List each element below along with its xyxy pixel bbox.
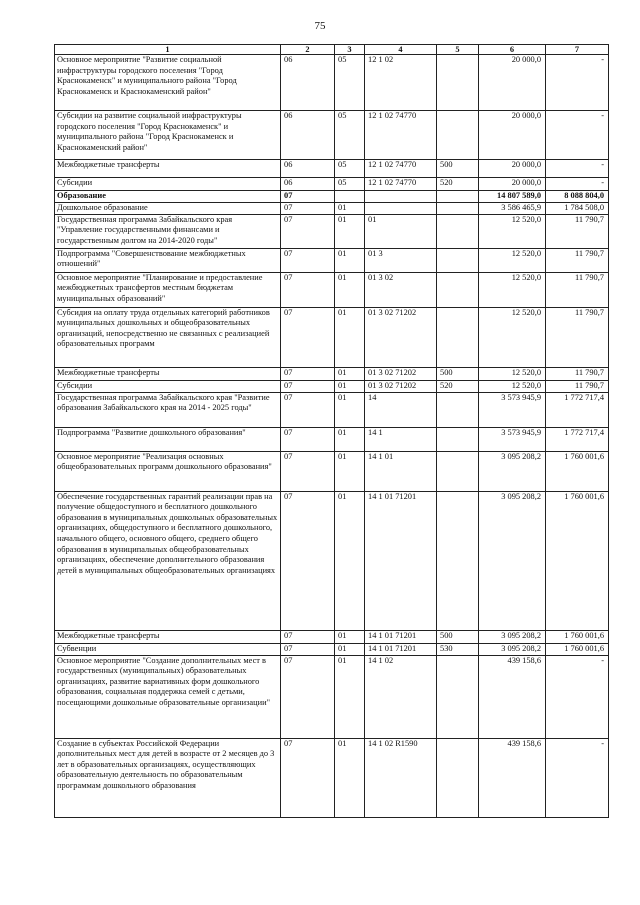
row-amount: 3 095 208,2 [479,630,546,643]
row-subsection: 05 [335,160,365,178]
row-amount-2: 11 790,7 [546,214,609,248]
row-expense-type [437,738,479,817]
row-amount-2: 11 790,7 [546,272,609,307]
row-expense-type [437,655,479,738]
row-target-code: 01 3 02 71202 [365,380,437,392]
row-target-code: 01 3 02 71202 [365,307,437,367]
row-target-code: 01 3 02 71202 [365,367,437,380]
row-amount: 3 095 208,2 [479,643,546,655]
row-name: Субсидия на оплату труда отдельных категорий работников муниципальных дошкольных и общеобразовательных организаций, непосредственно не связанных с реализацией образовательных программ [55,307,281,367]
row-amount: 3 586 465,9 [479,203,546,215]
table-row [55,643,609,655]
row-amount-2: - [546,111,609,160]
row-amount: 12 520,0 [479,214,546,248]
table-row [55,491,609,630]
row-amount: 20 000,0 [479,178,546,191]
row-expense-type [437,111,479,160]
row-target-code: 14 1 02 R1590 [365,738,437,817]
row-subsection: 05 [335,111,365,160]
row-expense-type: 500 [437,630,479,643]
table-row [55,203,609,215]
row-subsection: 01 [335,451,365,491]
table-row [55,655,609,738]
row-name: Государственная программа Забайкальского края "Управление государственными финансами и государственным долгом на 2014-2020 годы" [55,214,281,248]
row-section: 06 [281,111,335,160]
row-target-code: 01 3 02 [365,272,437,307]
row-target-code [365,203,437,215]
row-section: 07 [281,630,335,643]
header-cell: 3 [335,45,365,55]
table-row [55,160,609,178]
row-amount-2: - [546,655,609,738]
row-amount: 12 520,0 [479,307,546,367]
header-cell: 4 [365,45,437,55]
row-section: 07 [281,214,335,248]
row-subsection: 01 [335,643,365,655]
header-cell: 7 [546,45,609,55]
row-target-code: 01 [365,214,437,248]
row-target-code: 01 3 [365,248,437,272]
table-row [55,451,609,491]
row-subsection: 01 [335,214,365,248]
row-name: Подпрограмма "Развитие дошкольного образования" [55,427,281,451]
row-expense-type [437,272,479,307]
row-subsection: 01 [335,203,365,215]
row-amount-2: 1 760 001,6 [546,630,609,643]
row-expense-type [437,392,479,427]
row-amount-2: 1 784 508,0 [546,203,609,215]
row-name: Обеспечение государственных гарантий реализации прав на получение общедоступного и бесплатного дошкольного образования в муниципальных дошкольных образовательных организациях, общедоступного и бесплатного дошкольного, начального общего, основного общего, среднего общего образования в муниципальных общеобразовательных организациях, обеспечение дополнительного образования детей в муниципальных общеобразовательных организациях [55,491,281,630]
row-name: Дошкольное образование [55,203,281,215]
row-amount-2: - [546,160,609,178]
row-expense-type: 520 [437,178,479,191]
row-target-code: 14 1 01 [365,451,437,491]
row-amount: 12 520,0 [479,380,546,392]
header-cell: 5 [437,45,479,55]
table-row [55,178,609,191]
row-target-code [365,191,437,203]
row-section: 07 [281,643,335,655]
budget-table [54,44,609,818]
row-amount: 20 000,0 [479,55,546,111]
row-name: Основное мероприятие "Планирование и предоставление межбюджетных трансфертов местным бюджетам муниципальных образований" [55,272,281,307]
row-amount-2: 1 760 001,6 [546,491,609,630]
row-target-code: 14 1 01 71201 [365,643,437,655]
row-name: Субсидии на развитие социальной инфраструктуры городского поселения "Город Краснокаменск" и муниципального района "Город Краснокаменск и Краснокаменский район" [55,111,281,160]
row-section: 06 [281,160,335,178]
row-name: Межбюджетные трансферты [55,367,281,380]
row-amount-2: - [546,178,609,191]
row-subsection: 05 [335,55,365,111]
row-section: 07 [281,451,335,491]
row-expense-type: 520 [437,380,479,392]
row-subsection: 01 [335,380,365,392]
row-name: Субсидии [55,178,281,191]
row-target-code: 14 1 [365,427,437,451]
row-amount: 3 573 945,9 [479,392,546,427]
row-expense-type: 500 [437,367,479,380]
row-amount-2: 11 790,7 [546,367,609,380]
row-name: Основное мероприятие "Реализация основных общеобразовательных программ дошкольного образования" [55,451,281,491]
row-name: Основное мероприятие "Развитие социальной инфраструктуры городского поселения "Город Краснокаменск" и муниципального района "Город Краснокаменск и Краснокаменский район" [55,55,281,111]
row-section: 07 [281,248,335,272]
row-subsection: 01 [335,272,365,307]
row-section: 07 [281,367,335,380]
row-target-code: 14 1 02 [365,655,437,738]
row-target-code: 12 1 02 74770 [365,111,437,160]
table-row [55,191,609,203]
row-expense-type [437,427,479,451]
table-row [55,630,609,643]
row-expense-type [437,451,479,491]
row-amount: 12 520,0 [479,248,546,272]
row-subsection: 01 [335,307,365,367]
row-subsection: 01 [335,248,365,272]
row-section: 06 [281,55,335,111]
row-amount: 3 095 208,2 [479,451,546,491]
row-amount-2: - [546,55,609,111]
row-amount-2: 1 760 001,6 [546,451,609,491]
table-row [55,214,609,248]
row-section: 07 [281,272,335,307]
row-subsection: 01 [335,427,365,451]
row-name: Подпрограмма "Совершенствование межбюджетных отношений" [55,248,281,272]
row-target-code: 14 1 01 71201 [365,630,437,643]
row-name: Субвенции [55,643,281,655]
table-row [55,248,609,272]
header-cell: 6 [479,45,546,55]
table-row [55,738,609,817]
row-section: 07 [281,655,335,738]
row-name: Основное мероприятие "Создание дополнительных мест в государственных (муниципальных) образовательных организациях, развитие вариативных форм дошкольного образования, социальная поддержка семей с детьми, посещающими дошкольные образовательные организации" [55,655,281,738]
row-name: Межбюджетные трансферты [55,160,281,178]
row-amount: 20 000,0 [479,111,546,160]
row-section: 06 [281,178,335,191]
row-section: 07 [281,738,335,817]
row-expense-type [437,214,479,248]
row-section: 07 [281,203,335,215]
row-target-code: 14 [365,392,437,427]
row-amount-2: - [546,738,609,817]
table-row [55,427,609,451]
row-section: 07 [281,191,335,203]
table-row [55,272,609,307]
row-target-code: 12 1 02 74770 [365,160,437,178]
row-amount: 439 158,6 [479,738,546,817]
row-amount-2: 8 088 804,0 [546,191,609,203]
row-amount-2: 11 790,7 [546,307,609,367]
row-name: Создание в субъектах Российской Федерации дополнительных мест для детей в возрасте от 2 месяцев до 3 лет в образовательных организациях, осуществляющих образовательную деятельность по образовательным программам дошкольного образования [55,738,281,817]
row-name: Межбюджетные трансферты [55,630,281,643]
row-section: 07 [281,491,335,630]
row-expense-type [437,203,479,215]
row-subsection [335,191,365,203]
row-section: 07 [281,380,335,392]
row-expense-type [437,191,479,203]
row-subsection: 01 [335,491,365,630]
row-expense-type: 500 [437,160,479,178]
row-subsection: 05 [335,178,365,191]
header-cell: 1 [55,45,281,55]
row-expense-type [437,307,479,367]
row-name: Государственная программа Забайкальского края "Развитие образования Забайкальского края на 2014 - 2025 годы" [55,392,281,427]
row-name: Образование [55,191,281,203]
row-name: Субсидии [55,380,281,392]
row-target-code: 12 1 02 [365,55,437,111]
row-amount: 12 520,0 [479,367,546,380]
row-subsection: 01 [335,630,365,643]
row-amount: 12 520,0 [479,272,546,307]
header-row [55,45,609,55]
row-amount-2: 1 772 717,4 [546,392,609,427]
table-row [55,307,609,367]
row-amount-2: 1 760 001,6 [546,643,609,655]
row-section: 07 [281,427,335,451]
row-subsection: 01 [335,655,365,738]
table-row [55,55,609,111]
row-amount: 3 095 208,2 [479,491,546,630]
row-amount-2: 11 790,7 [546,248,609,272]
row-section: 07 [281,392,335,427]
header-cell: 2 [281,45,335,55]
row-subsection: 01 [335,738,365,817]
row-amount: 20 000,0 [479,160,546,178]
row-expense-type: 530 [437,643,479,655]
row-expense-type [437,491,479,630]
row-subsection: 01 [335,392,365,427]
row-subsection: 01 [335,367,365,380]
row-amount: 3 573 945,9 [479,427,546,451]
row-target-code: 14 1 01 71201 [365,491,437,630]
row-target-code: 12 1 02 74770 [365,178,437,191]
table-row [55,367,609,380]
row-amount-2: 11 790,7 [546,380,609,392]
table-row [55,392,609,427]
row-section: 07 [281,307,335,367]
page-number: 75 [314,20,326,32]
table-row [55,380,609,392]
row-amount: 439 158,6 [479,655,546,738]
row-expense-type [437,55,479,111]
row-amount-2: 1 772 717,4 [546,427,609,451]
row-expense-type [437,248,479,272]
table-row [55,111,609,160]
row-amount: 14 807 589,0 [479,191,546,203]
